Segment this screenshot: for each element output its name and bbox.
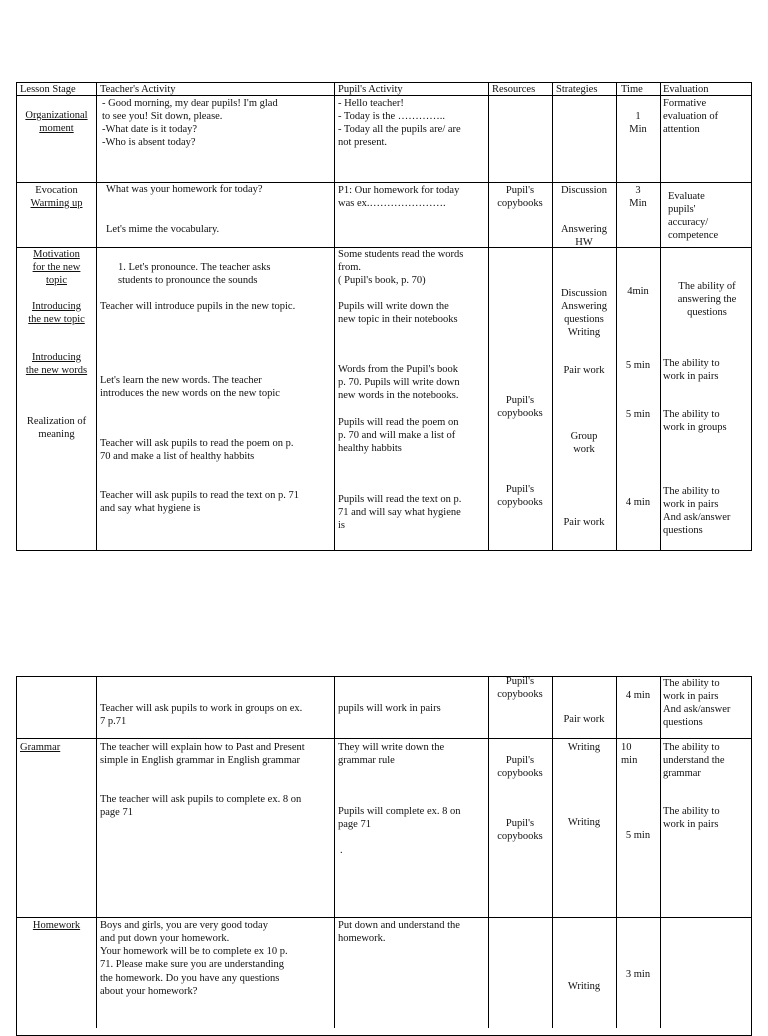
evoc-strategy-discussion: Discussion: [560, 185, 608, 196]
stage-evocation: Evocation: [35, 185, 78, 196]
row1-pupil-activity: pupils will work in pairs: [338, 703, 441, 714]
header-teacher-activity: Teacher's Activity: [100, 84, 176, 95]
stage-introducing-topic: Introducing the new topic: [28, 301, 85, 326]
homework-teacher-activity: Boys and girls, you are very good today and put down your homework. Your homework will be to complete ex 10 p. 71. Please make sure you are understanding the homework. Do you have any questions about your homework?: [100, 920, 288, 997]
grammar-eval-1: The ability to understand the grammar: [663, 742, 725, 780]
org-teacher-activity: - Good morning, my dear pupils! I'm glad to see you! Sit down, please. -What date is it today? -Who is absent today?: [102, 98, 278, 149]
stage-motivation: Motivation for the new topic: [32, 249, 81, 287]
grammar-strategy-2: Writing: [567, 817, 601, 828]
stage-realization-of-meaning: Realization of meaning: [26, 416, 87, 441]
row1-teacher-activity: Teacher will ask pupils to work in groups on ex. 7 p.71: [100, 703, 303, 728]
grammar-teacher-exercise: The teacher will ask pupils to complete ex. 8 on page 71: [100, 794, 302, 819]
org-pupil-activity: - Hello teacher! - Today is the ………….. - Today all the pupils are/ are not present.: [338, 98, 461, 149]
main-pupil-text: Pupils will read the text on p. 71 and will say what hygiene is: [338, 494, 462, 532]
grammar-resources-2: Pupil's copybooks: [497, 818, 543, 843]
main-strategy-group-work: Group work: [570, 431, 598, 456]
main-pupil-poem: Pupils will read the poem on p. 70 and will make a list of healthy habbits: [338, 417, 459, 455]
header-strategies: Strategies: [556, 84, 598, 95]
lesson-plan-table-2: [16, 676, 752, 1028]
header-time: Time: [621, 84, 643, 95]
evoc-teacher-homework-question: What was your homework for today?: [106, 184, 263, 195]
evoc-teacher-mime-vocabulary: Let's mime the vocabulary.: [106, 224, 220, 235]
main-strategy-discussion: Discussion Answering questions Writing: [560, 288, 608, 339]
org-time: 1 Min: [629, 111, 647, 136]
row1-strategy: Pair work: [563, 714, 605, 725]
homework-pupil-activity: Put down and understand the homework.: [338, 920, 460, 945]
main-time-4: 4 min: [625, 497, 651, 508]
main-strategy-pair-work-1: Pair work: [563, 365, 605, 376]
main-resources-2: Pupil's copybooks: [497, 484, 543, 509]
grammar-pupil-dot: .: [340, 845, 343, 856]
grammar-strategy-1: Writing: [567, 742, 601, 753]
header-lesson-stage: Lesson Stage: [20, 84, 76, 95]
main-teacher-pronounce: 1. Let's pronounce. The teacher asks students to pronounce the sounds: [118, 262, 271, 287]
main-teacher-poem: Teacher will ask pupils to read the poem on p. 70 and make a list of healthy habbits: [100, 438, 294, 463]
main-eval-pairs-questions: The ability to work in pairs And ask/answer questions: [663, 486, 731, 537]
homework-strategy: Writing: [567, 981, 601, 992]
main-time-1: 4min: [627, 286, 649, 297]
grammar-eval-2: The ability to work in pairs: [663, 806, 720, 831]
header-pupil-activity: Pupil's Activity: [338, 84, 403, 95]
lesson-plan-table-1: [16, 82, 752, 551]
grammar-pupil-exercise: Pupils will complete ex. 8 on page 71: [338, 806, 461, 831]
header-evaluation: Evaluation: [663, 84, 709, 95]
main-resources-1: Pupil's copybooks: [497, 395, 543, 420]
stage-warming-up: Warming up: [30, 198, 83, 209]
evoc-evaluation: Evaluate pupils' accuracy/ competence: [668, 191, 719, 242]
main-teacher-introduce-topic: Teacher will introduce pupils in the new topic.: [100, 301, 296, 312]
main-pupil-write-topic: Pupils will write down the new topic in their notebooks: [338, 301, 458, 326]
row1-time: 4 min: [625, 690, 651, 701]
row1-resources: Pupil's copybooks: [497, 676, 543, 701]
evoc-resources: Pupil's copybooks: [497, 185, 543, 210]
main-teacher-text: Teacher will ask pupils to read the text on p. 71 and say what hygiene is: [100, 490, 300, 515]
main-pupil-words-book: Words from the Pupil's book p. 70. Pupils will write down new words in the notebooks.: [338, 364, 460, 402]
evoc-time: 3 Min: [629, 185, 647, 210]
row1-evaluation: The ability to work in pairs And ask/answer questions: [663, 678, 731, 729]
main-eval-groups: The ability to work in groups: [663, 409, 727, 434]
evoc-pupil-activity: P1: Our homework for today was ex.………………….: [338, 185, 460, 210]
grammar-time-1: 10 min: [621, 742, 638, 767]
main-teacher-new-words: Let's learn the new words. The teacher introduces the new words on the new topic: [100, 375, 280, 400]
grammar-resources-1: Pupil's copybooks: [497, 755, 543, 780]
main-eval-pairs: The ability to work in pairs: [663, 358, 720, 383]
org-evaluation: Formative evaluation of attention: [663, 98, 719, 136]
grammar-pupil-rule: They will write down the grammar rule: [338, 742, 445, 767]
grammar-teacher-explain: The teacher will explain how to Past and Present simple in English grammar in English grammar: [100, 742, 305, 767]
main-eval-answering: The ability of answering the questions: [677, 281, 737, 319]
stage-homework: Homework: [32, 920, 81, 931]
main-strategy-pair-work-2: Pair work: [563, 517, 605, 528]
evoc-strategy-answering: Answering HW: [560, 224, 608, 249]
main-time-3: 5 min: [625, 409, 651, 420]
homework-time: 3 min: [625, 969, 651, 980]
main-pupil-read-words: Some students read the words from. ( Pupil's book, p. 70): [338, 249, 464, 287]
stage-introducing-words: Introducing the new words: [25, 352, 88, 377]
main-time-2: 5 min: [625, 360, 651, 371]
header-resources: Resources: [492, 84, 536, 95]
stage-organizational-moment: Organizational moment: [25, 110, 88, 135]
stage-grammar: Grammar: [20, 742, 61, 753]
grammar-time-2: 5 min: [625, 830, 651, 841]
